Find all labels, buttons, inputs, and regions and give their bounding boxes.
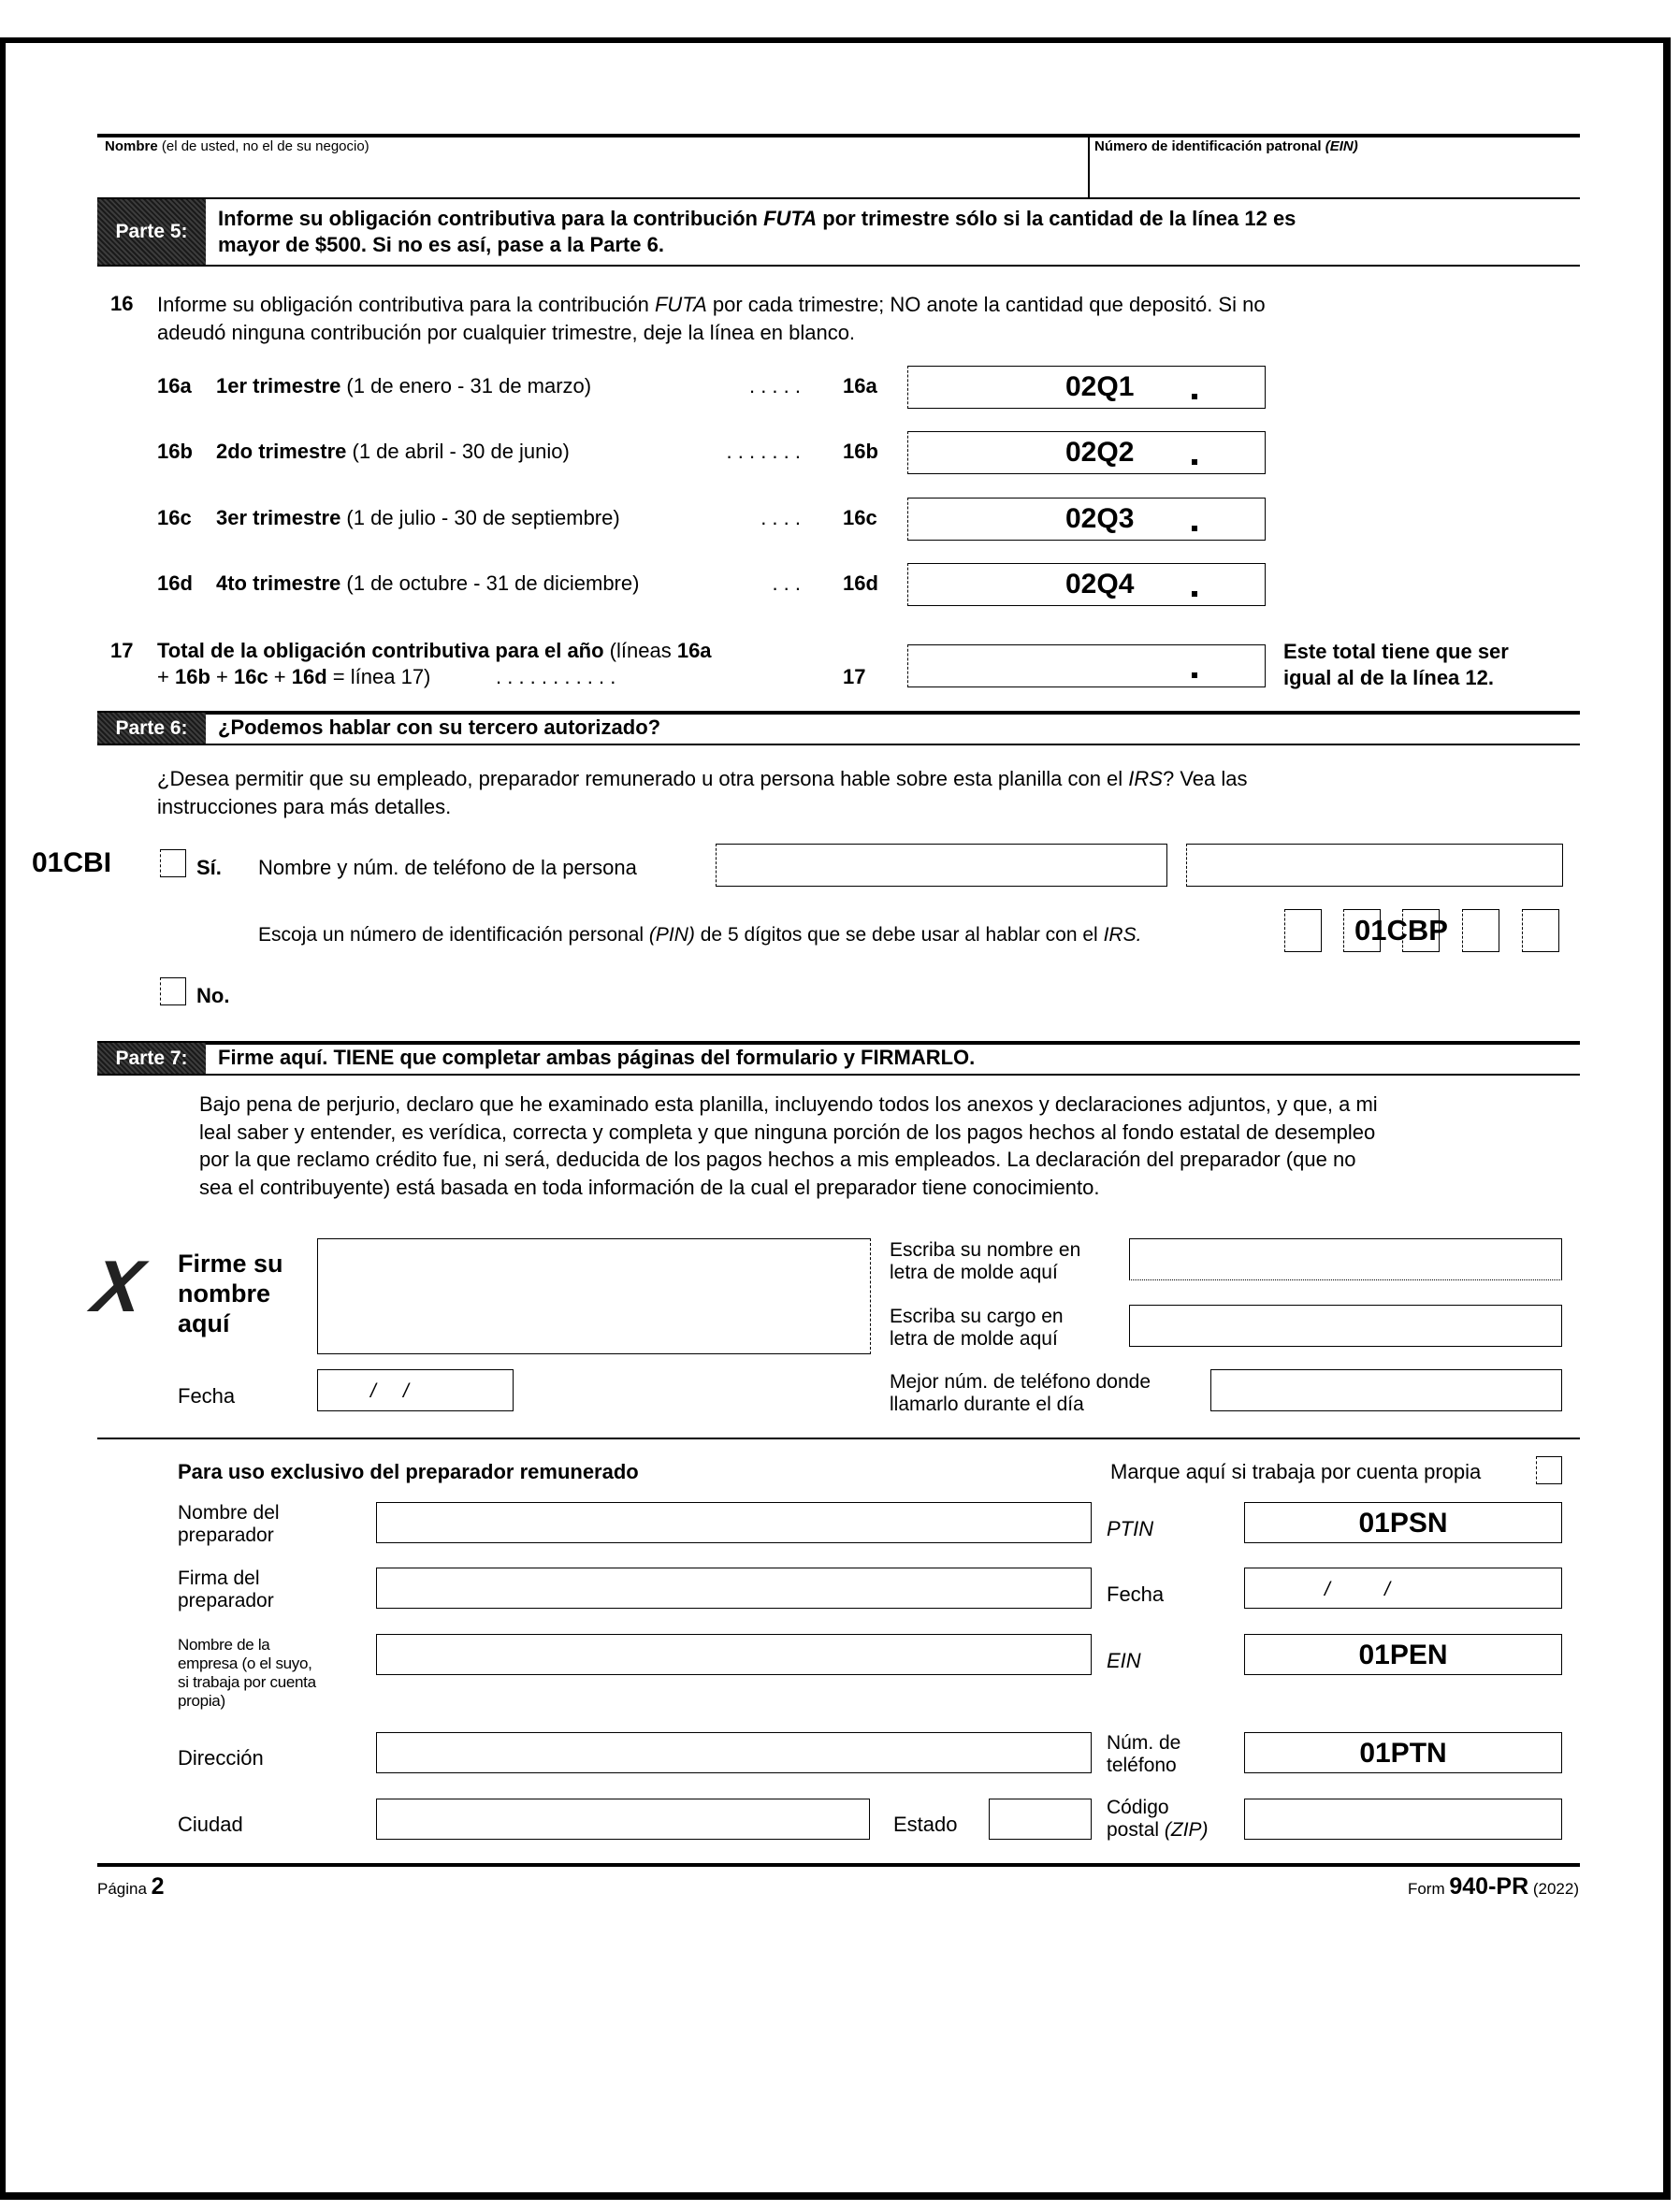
line17-text-rest: (líneas xyxy=(603,639,677,662)
firm-name-field[interactable] xyxy=(376,1634,1092,1675)
line16-text xyxy=(157,291,1560,347)
line17-text-line2 xyxy=(157,664,712,690)
declaration-line-4: sea el contribuyente) está basada en toda información de la cual el preparador tiene conocimiento. xyxy=(199,1175,1100,1199)
declaration-line-2: leal saber y entender, es verídica, correcta y completa y que ninguna porción de los pagos hechos al fondo estatal de desempleo xyxy=(199,1120,1376,1144)
city-field[interactable] xyxy=(376,1799,870,1840)
preparer-phone-value: 01PTN xyxy=(1359,1738,1447,1769)
quarter-label-bold: 4to trimestre xyxy=(216,571,341,595)
designee-name-field[interactable] xyxy=(716,844,1167,887)
line17-plus-c: + xyxy=(268,665,292,688)
part5-title xyxy=(218,206,1574,258)
firm-name-label xyxy=(178,1636,316,1711)
zip-label-line1: Código xyxy=(1107,1797,1169,1818)
preparer-top-rule xyxy=(97,1438,1580,1439)
part5-badge: Parte 5: xyxy=(97,199,206,265)
preparer-phone-field[interactable] xyxy=(1244,1732,1562,1773)
sign-date-slashes: / / xyxy=(370,1380,409,1402)
line17-field-label: 17 xyxy=(843,665,866,688)
header-bottom-rule xyxy=(97,197,1580,199)
firm-name-label-line1: Nombre de la xyxy=(178,1636,270,1654)
form-year: (2022) xyxy=(1528,1880,1579,1898)
line16-text-line2: adeudó ninguna contribución por cualquier trimestre, deje la línea en blanco. xyxy=(157,321,856,344)
preparer-signature-label-line1: Firma del xyxy=(178,1568,260,1589)
print-title-label-line1: Escriba su cargo en xyxy=(890,1306,1064,1327)
line17-plus-b: + xyxy=(210,665,234,688)
line16-number: 16 xyxy=(110,292,134,315)
preparer-date-field[interactable] xyxy=(1244,1568,1562,1609)
designee-no-label: No. xyxy=(196,984,230,1007)
preparer-name-label xyxy=(178,1502,280,1547)
firm-ein-label: EIN xyxy=(1107,1649,1141,1672)
pin-digit-4[interactable] xyxy=(1462,909,1499,952)
state-label: Estado xyxy=(893,1813,958,1836)
daytime-phone-label-line1: Mejor núm. de teléfono donde xyxy=(890,1371,1151,1393)
preparer-signature-label xyxy=(178,1568,274,1612)
line17-note-line2: igual al de la línea 12. xyxy=(1283,666,1494,689)
line17-plus-a: + xyxy=(157,665,175,688)
pin-label-b: de 5 dígitos que se debe usar al hablar con el xyxy=(694,924,1104,946)
name-label-rest: (el de usted, no el de su negocio) xyxy=(157,138,369,154)
firm-ein-value: 01PEN xyxy=(1358,1640,1448,1670)
quarter-label-rest: (1 de octubre - 31 de diciembre) xyxy=(340,571,640,595)
address-label: Dirección xyxy=(178,1746,264,1770)
line16-text-line1 xyxy=(157,291,1560,319)
page-number-value: 2 xyxy=(151,1873,165,1900)
form-number: 940-PR xyxy=(1449,1873,1529,1900)
quarter-amount-value: 02Q1 xyxy=(1065,371,1135,402)
employer-name-field[interactable] xyxy=(105,159,1081,195)
ein-label-italic: (EIN) xyxy=(1325,138,1358,154)
designee-yes-label: Sí. xyxy=(196,856,222,879)
quarter-decimal-point xyxy=(1192,526,1197,531)
declaration-text xyxy=(199,1091,1574,1201)
quarter-leader-dots: . . . . xyxy=(760,506,801,529)
zip-label-line2 xyxy=(1107,1819,1209,1842)
designee-field-code: 01CBI xyxy=(32,847,112,878)
preparer-phone-label-line1: Núm. de xyxy=(1107,1732,1181,1754)
state-field[interactable] xyxy=(989,1799,1092,1840)
part5-title-text-a: Informe su obligación contributiva para la contribución xyxy=(218,207,764,230)
preparer-phone-label-line2: teléfono xyxy=(1107,1755,1177,1776)
quarter-leader-dots: . . . . . xyxy=(748,374,801,397)
sign-label-line3: aquí xyxy=(178,1309,230,1337)
self-employed-checkbox[interactable] xyxy=(1536,1456,1562,1484)
header-top-rule xyxy=(97,134,1580,137)
line17-ref-16d: 16d xyxy=(291,665,327,688)
zip-label-postal: postal xyxy=(1107,1819,1165,1841)
quarter-amount-value: 02Q2 xyxy=(1065,437,1135,468)
part5-bottom-rule xyxy=(97,265,1580,267)
quarter-amount-value: 02Q4 xyxy=(1065,569,1135,600)
part6-question-irs: IRS xyxy=(1128,767,1163,790)
quarter-label-rest: (1 de abril - 30 de junio) xyxy=(346,440,570,463)
pin-label-a: Escoja un número de identificación personal xyxy=(258,924,649,946)
part5-title-line2: mayor de $500. Si no es así, pase a la Parte 6. xyxy=(218,233,664,256)
footer-rule xyxy=(97,1863,1580,1867)
page-label: Página xyxy=(97,1880,152,1898)
sign-date-field[interactable] xyxy=(317,1369,514,1411)
quarter-leader-dots: . . . xyxy=(772,571,801,595)
header-divider xyxy=(1088,136,1090,197)
print-name-label-line2: letra de molde aquí xyxy=(890,1262,1058,1283)
firm-ein-field[interactable] xyxy=(1244,1634,1562,1675)
preparer-date-label: Fecha xyxy=(1107,1582,1165,1606)
quarter-amount-field[interactable] xyxy=(907,498,1266,541)
daytime-phone-label xyxy=(890,1371,1151,1416)
part6-question-line2: instrucciones para más detalles. xyxy=(157,795,452,818)
line17-leader: . . . . . . . . . . . xyxy=(496,665,616,688)
name-label-bold: Nombre xyxy=(105,138,158,154)
preparer-signature-label-line2: preparador xyxy=(178,1590,274,1611)
designee-name-phone-label: Nombre y núm. de teléfono de la persona xyxy=(258,856,637,879)
quarter-label xyxy=(216,373,591,399)
line17-note-line1: Este total tiene que ser xyxy=(1283,640,1509,663)
daytime-phone-label-line2: llamarlo durante el día xyxy=(890,1394,1084,1415)
quarter-label xyxy=(216,439,570,465)
print-name-field[interactable] xyxy=(1129,1238,1562,1280)
quarter-field-label: 16b xyxy=(843,440,878,463)
part6-question-b: ? Vea las xyxy=(1162,767,1248,790)
quarter-label xyxy=(216,571,639,597)
firm-name-label-line2: empresa (o el suyo, xyxy=(178,1655,312,1672)
ptin-label: PTIN xyxy=(1107,1517,1154,1540)
quarter-label-bold: 1er trimestre xyxy=(216,374,341,397)
form-id xyxy=(1408,1873,1579,1900)
part6-question-a: ¿Desea permitir que su empleado, preparador remunerado u otra persona hable sobre esta planilla con el xyxy=(157,767,1129,790)
quarter-label-rest: (1 de enero - 31 de marzo) xyxy=(340,374,592,397)
designee-phone-field[interactable] xyxy=(1186,844,1563,887)
preparer-date-slashes: / / xyxy=(1325,1579,1391,1600)
quarter-label-bold: 3er trimestre xyxy=(216,506,341,529)
line17-ref-16c: 16c xyxy=(233,665,268,688)
pin-digit-5[interactable] xyxy=(1522,909,1559,952)
line17-amount-field[interactable] xyxy=(907,644,1266,687)
pin-digit-1[interactable] xyxy=(1284,909,1322,952)
city-label: Ciudad xyxy=(178,1813,243,1836)
quarter-field-label: 16d xyxy=(843,571,878,595)
quarter-leader-dots: . . . . . . . xyxy=(726,440,801,463)
line16-futa: FUTA xyxy=(654,293,707,316)
print-title-field[interactable] xyxy=(1129,1305,1562,1347)
address-field[interactable] xyxy=(376,1732,1092,1773)
page-number xyxy=(97,1873,165,1900)
print-name-label xyxy=(890,1239,1080,1284)
sign-label xyxy=(178,1249,283,1338)
firm-name-label-line3: si trabaja por cuenta xyxy=(178,1673,316,1691)
part6-badge: Parte 6: xyxy=(97,713,206,744)
quarter-line-id: 16b xyxy=(157,440,193,463)
form-label: Form xyxy=(1407,1880,1450,1898)
ein-label-text: Número de identificación patronal xyxy=(1094,138,1325,154)
preparer-signature-field[interactable] xyxy=(376,1568,1092,1609)
zip-label-zip: (ZIP) xyxy=(1164,1819,1209,1841)
part5-title-line1 xyxy=(218,206,1574,232)
part6-question-line1 xyxy=(157,765,1247,793)
line16-text-b: por cada trimestre; NO anote la cantidad que depositó. Si no xyxy=(706,293,1266,316)
pin-label-pin: (PIN) xyxy=(648,924,695,946)
sign-label-line1: Firme su xyxy=(178,1250,283,1278)
line17-text-line1 xyxy=(157,638,712,664)
line16-text-a: Informe su obligación contributiva para la contribución xyxy=(157,293,655,316)
pin-field-code: 01CBP xyxy=(1354,914,1448,947)
name-label xyxy=(105,138,369,154)
zip-field[interactable] xyxy=(1244,1799,1562,1840)
quarter-label-rest: (1 de julio - 30 de septiembre) xyxy=(340,506,620,529)
designee-no-checkbox[interactable] xyxy=(160,977,186,1005)
ein-field[interactable] xyxy=(1094,159,1575,195)
sign-label-line2: nombre xyxy=(178,1279,271,1308)
quarter-decimal-point xyxy=(1192,591,1197,597)
sign-here-x-icon: X xyxy=(87,1245,149,1327)
declaration-line-1: Bajo pena de perjurio, declaro que he examinado esta planilla, incluyendo todos los anexos y declaraciones adjuntos, y que, a mi xyxy=(199,1092,1378,1116)
daytime-phone-field[interactable] xyxy=(1210,1369,1562,1411)
preparer-name-field[interactable] xyxy=(376,1502,1092,1543)
part7-badge: Parte 7: xyxy=(97,1043,206,1074)
line17-decimal-point xyxy=(1192,672,1197,678)
quarter-line-id: 16c xyxy=(157,506,192,529)
declaration-line-3: por la que reclamo crédito fue, ni será, deducida de los pagos hechos a mis empleados. La declaración del preparador (que no xyxy=(199,1148,1356,1171)
print-title-label-line2: letra de molde aquí xyxy=(890,1328,1058,1350)
pin-label-irs: IRS. xyxy=(1103,924,1142,946)
designee-yes-checkbox[interactable] xyxy=(160,849,186,877)
ptin-field[interactable] xyxy=(1244,1502,1562,1543)
quarter-decimal-point xyxy=(1192,459,1197,465)
line17-number: 17 xyxy=(110,639,134,662)
sign-date-label: Fecha xyxy=(178,1384,236,1408)
quarter-label xyxy=(216,505,620,531)
line17-ref-16a: 16a xyxy=(676,639,712,662)
preparer-phone-label xyxy=(1107,1732,1180,1777)
quarter-amount-value: 02Q3 xyxy=(1065,503,1135,534)
quarter-field-label: 16a xyxy=(843,374,877,397)
part6-question xyxy=(157,765,1247,821)
self-employed-label: Marque aquí si trabaja por cuenta propia xyxy=(1110,1460,1482,1483)
print-name-label-line1: Escriba su nombre en xyxy=(890,1239,1081,1261)
part5-title-futa: FUTA xyxy=(763,207,818,230)
quarter-field-label: 16c xyxy=(843,506,877,529)
part7-title: Firme aquí. TIENE que completar ambas páginas del formulario y FIRMARLO. xyxy=(218,1046,976,1069)
ein-label xyxy=(1094,138,1358,154)
line17-text-bold: Total de la obligación contributiva para el año xyxy=(157,639,604,662)
quarter-amount-field[interactable] xyxy=(907,563,1266,606)
line17-ref-16b: 16b xyxy=(174,665,210,688)
signature-field[interactable] xyxy=(317,1238,871,1354)
print-title-label xyxy=(890,1306,1064,1351)
part7-bottom-rule xyxy=(97,1074,1580,1076)
preparer-name-label-line2: preparador xyxy=(178,1525,274,1546)
line17-eq: = línea 17) xyxy=(326,665,431,688)
quarter-line-id: 16a xyxy=(157,374,192,397)
line17-text xyxy=(157,638,712,690)
part5-title-text-b: por trimestre sólo si la cantidad de la línea 12 es xyxy=(817,207,1296,230)
quarter-line-id: 16d xyxy=(157,571,193,595)
quarter-amount-field[interactable] xyxy=(907,366,1266,409)
quarter-amount-field[interactable] xyxy=(907,431,1266,474)
part6-bottom-rule xyxy=(97,744,1580,745)
zip-label xyxy=(1107,1797,1209,1842)
quarter-label-bold: 2do trimestre xyxy=(216,440,347,463)
line17-note xyxy=(1283,639,1509,691)
preparer-name-label-line1: Nombre del xyxy=(178,1502,280,1524)
preparer-title: Para uso exclusivo del preparador remunerado xyxy=(178,1460,639,1483)
pin-label xyxy=(258,923,1141,947)
firm-name-label-line4: propia) xyxy=(178,1692,225,1710)
ptin-value: 01PSN xyxy=(1358,1508,1448,1539)
quarter-decimal-point xyxy=(1192,394,1197,399)
part6-title: ¿Podemos hablar con su tercero autorizado? xyxy=(218,715,661,739)
